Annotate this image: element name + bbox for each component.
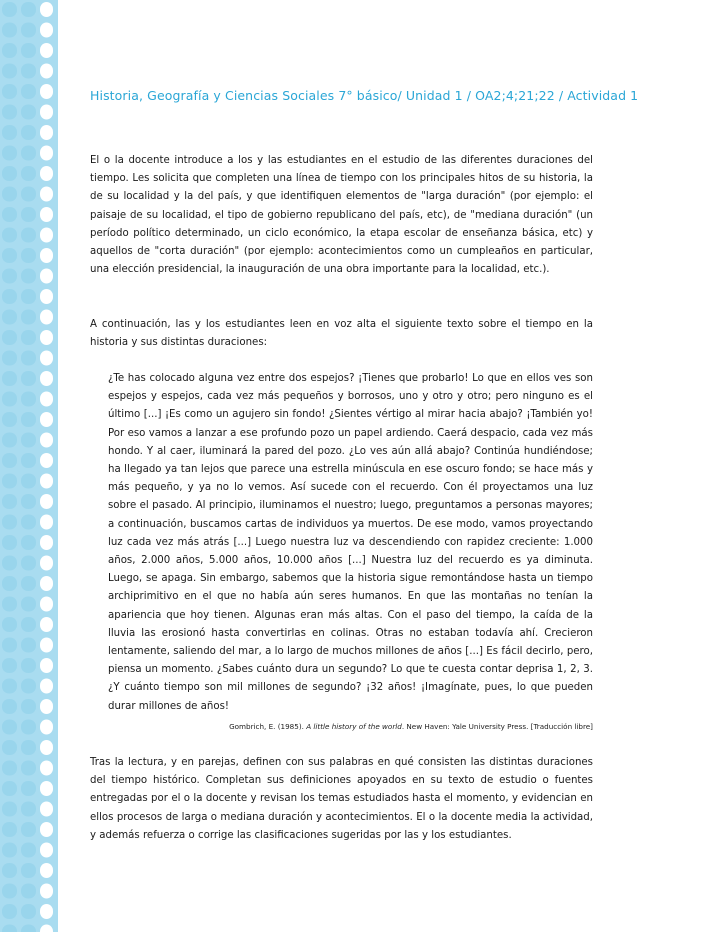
band-tab (2, 597, 17, 612)
band-tab (21, 146, 36, 161)
band-tab (21, 23, 36, 38)
band-tab (21, 207, 36, 222)
band-tab (40, 617, 53, 632)
band-tab (21, 515, 36, 530)
band-tab (2, 392, 17, 407)
band-tab (40, 371, 53, 386)
band-tab (2, 269, 17, 284)
band-tab (2, 166, 17, 181)
band-tab (40, 597, 53, 612)
band-tab (2, 802, 17, 817)
band-tab (21, 2, 36, 17)
band-tab (21, 761, 36, 776)
transition-paragraph: A continuación, las y los estudiantes leen en voz alta el siguiente texto sobre el tiempo en la historia y sus distintas duraciones: (90, 319, 593, 349)
band-tab (21, 228, 36, 243)
band-tab (21, 904, 36, 919)
band-tab (40, 802, 53, 817)
band-tab (21, 371, 36, 386)
band-tab (2, 64, 17, 79)
band-tab (21, 679, 36, 694)
band-tab (21, 658, 36, 673)
band-tab (21, 412, 36, 427)
citation (108, 722, 593, 731)
band-tab (2, 843, 17, 858)
band-tab (40, 781, 53, 796)
band-tab (40, 392, 53, 407)
band-tab (40, 556, 53, 571)
band-tab (21, 64, 36, 79)
band-tab (21, 248, 36, 263)
band-tab (40, 535, 53, 550)
band-tab (40, 740, 53, 755)
band-tab (2, 617, 17, 632)
band-tab (2, 187, 17, 202)
band-tab (40, 187, 53, 202)
band-tab (2, 576, 17, 591)
band-tab (40, 904, 53, 919)
band-tab (2, 43, 17, 58)
band-tab (40, 494, 53, 509)
band-tab (21, 843, 36, 858)
band-tab (40, 207, 53, 222)
band-tab (40, 84, 53, 99)
band-tab (2, 740, 17, 755)
decorative-side-band (0, 0, 70, 932)
band-tab (2, 105, 17, 120)
band-tab (21, 822, 36, 837)
band-tab (2, 433, 17, 448)
band-tab (21, 699, 36, 714)
band-tab (2, 2, 17, 17)
band-tab (40, 658, 53, 673)
band-tab (21, 453, 36, 468)
band-tab (40, 146, 53, 161)
band-tab (40, 23, 53, 38)
band-tab (21, 802, 36, 817)
band-tab (21, 392, 36, 407)
band-tab (2, 207, 17, 222)
band-tab (40, 166, 53, 181)
band-tab (21, 781, 36, 796)
band-tab (40, 64, 53, 79)
band-tab (2, 289, 17, 304)
band-tab (40, 576, 53, 591)
band-tab (40, 822, 53, 837)
band-tab (2, 904, 17, 919)
band-tab (21, 617, 36, 632)
band-tab (21, 166, 36, 181)
band-tab (40, 433, 53, 448)
band-tab (2, 330, 17, 345)
band-tab (2, 310, 17, 325)
band-tab (40, 351, 53, 366)
band-tab (40, 761, 53, 776)
band-tab (40, 720, 53, 735)
band-tab (2, 146, 17, 161)
band-tab (2, 556, 17, 571)
band-tab (40, 699, 53, 714)
band-tab (21, 740, 36, 755)
band-tab (40, 105, 53, 120)
band-tab (2, 679, 17, 694)
band-tab (21, 535, 36, 550)
band-tab (21, 597, 36, 612)
band-tab (2, 125, 17, 140)
band-tab (40, 412, 53, 427)
band-tab (21, 494, 36, 509)
band-tab (2, 453, 17, 468)
band-tab (2, 23, 17, 38)
band-tab (2, 228, 17, 243)
band-tab (40, 330, 53, 345)
band-tab (40, 289, 53, 304)
band-tab (2, 248, 17, 263)
band-tab (2, 863, 17, 878)
band-tab (21, 43, 36, 58)
band-tab (21, 310, 36, 325)
citation-publisher: . New Haven: Yale University Press. [Traducción libre] (401, 722, 593, 731)
band-tab (21, 351, 36, 366)
quote-block: ¿Te has colocado alguna vez entre dos espejos? ¡Tienes que probarlo! Lo que en ellos ves son espejos y espejos, cada vez más pequeños y borrosos, uno y otro y otro; pero ninguno es el último [...] ¡Es como un agujero sin fondo! ¿Sientes vértigo al mirar hacia abajo? ¡También yo! Por eso vamos a lanzar a ese profundo pozo un papel ardiendo. Caerá despacio, cada vez más hondo. Y al caer, iluminará la pared del pozo. ¿Lo ves aún allá abajo? Continúa hundiéndose; ha llegado ya tan lejos que parece una estrella minúscula en ese oscuro fondo; se hace más y más pequeño, y ya no lo vemos. Así sucede con el recuerdo. Con él proyectamos una luz sobre el pasado. Al principio, iluminamos el nuestro; luego, preguntamos a personas mayores; a continuación, buscamos cartas de individuos ya muertos. De ese modo, vamos proyectando luz cada vez más atrás [...] Luego nuestra luz va descendiendo con rapidez creciente: 1.000 años, 2.000 años, 5.000 años, 10.000 años [...] Nuestra luz del recuerdo es ya diminuta. Luego, se apaga. Sin embargo, sabemos que la historia sigue remontándose hasta un tiempo archiprimitivo en el que no había aún seres humanos. En que las montañas no tenían la apariencia que hoy tienen. Algunas eran más altas. Con el paso del tiempo, la caída de la lluvia las erosionó hasta convertirlas en colinas. Otras no estaban todavía ahí. Crecieron lentamente, saliendo del mar, a lo largo de muchos millones de años [...] Es fácil decirlo, pero, piensa un momento. ¿Sabes cuánto dura un segundo? Lo que te cuesta contar deprisa 1, 2, 3. ¿Y cuánto tiempo son mil millones de segundo? ¡32 años! ¡Imagínate, pues, lo que pueden durar millones de años! (108, 373, 593, 712)
band-tab (40, 310, 53, 325)
band-tab (2, 351, 17, 366)
intro-paragraph: El o la docente introduce a los y las estudiantes en el estudio de las diferentes duraciones del tiempo. Les solicita que completen una línea de tiempo con los principales hitos de su historia, la de su localidad y la del país, y que identifiquen elementos de "larga duración" (por ejemplo: el paisaje de su localidad, el tipo de gobierno republicano del país, etc), de "mediana duración" (un período político determinado, un ciclo económico, la etapa escolar de enseñanza básica, etc) y aquellos de "corta duración" (por ejemplo: acontecimientos como un cumpleaños en particular, una elección presidencial, la inauguración de una obra importante para la localidad, etc.). (90, 155, 593, 276)
band-tab (2, 515, 17, 530)
band-tab (2, 781, 17, 796)
band-tab (2, 761, 17, 776)
band-tab (2, 658, 17, 673)
band-tab (40, 248, 53, 263)
band-tab (2, 720, 17, 735)
band-tab (21, 105, 36, 120)
band-tab (40, 843, 53, 858)
band-tab (2, 638, 17, 653)
band-tab (21, 556, 36, 571)
band-tab (40, 269, 53, 284)
band-tab (40, 679, 53, 694)
band-tab (40, 474, 53, 489)
band-tab (2, 412, 17, 427)
band-tab (21, 474, 36, 489)
band-tab (2, 822, 17, 837)
band-tab (21, 84, 36, 99)
band-tab (2, 494, 17, 509)
band-tab (21, 289, 36, 304)
band-tab (21, 863, 36, 878)
rounded-tabs-pattern (0, 0, 70, 932)
band-tab (2, 474, 17, 489)
closing-paragraph: Tras la lectura, y en parejas, definen con sus palabras en qué consisten las distintas duraciones del tiempo histórico. Completan sus definiciones apoyados en su texto de estudio o fuentes entregadas por el o la docente y revisan los temas estudiados hasta el momento, y evidencian en ellos procesos de larga o mediana duración y acontecimientos. El o la docente media la actividad, y además refuerza o corrige las clasificaciones sugeridas por las y los estudiantes. (90, 757, 593, 841)
page-header: Historia, Geografía y Ciencias Sociales 7° básico/ Unidad 1 / OA2;4;21;22 / Actividad 1 (90, 88, 639, 103)
citation-author: Gombrich, E. (1985). (229, 722, 304, 731)
band-tab (40, 228, 53, 243)
band-tab (40, 884, 53, 899)
band-tab (40, 515, 53, 530)
band-tab (2, 535, 17, 550)
band-tab (21, 330, 36, 345)
band-tab (21, 884, 36, 899)
band-tab (2, 84, 17, 99)
band-tab (21, 269, 36, 284)
band-tab (40, 453, 53, 468)
band-tab (2, 884, 17, 899)
band-tab (21, 187, 36, 202)
band-tab (2, 371, 17, 386)
band-tab (40, 638, 53, 653)
band-tab (21, 125, 36, 140)
band-tab (21, 638, 36, 653)
band-tab (21, 433, 36, 448)
band-tab (40, 2, 53, 17)
band-tab (40, 863, 53, 878)
band-tab (21, 720, 36, 735)
band-tab (2, 699, 17, 714)
band-tab (40, 125, 53, 140)
band-tab (21, 576, 36, 591)
citation-work: A little history of the world (306, 722, 402, 731)
band-tab (40, 43, 53, 58)
